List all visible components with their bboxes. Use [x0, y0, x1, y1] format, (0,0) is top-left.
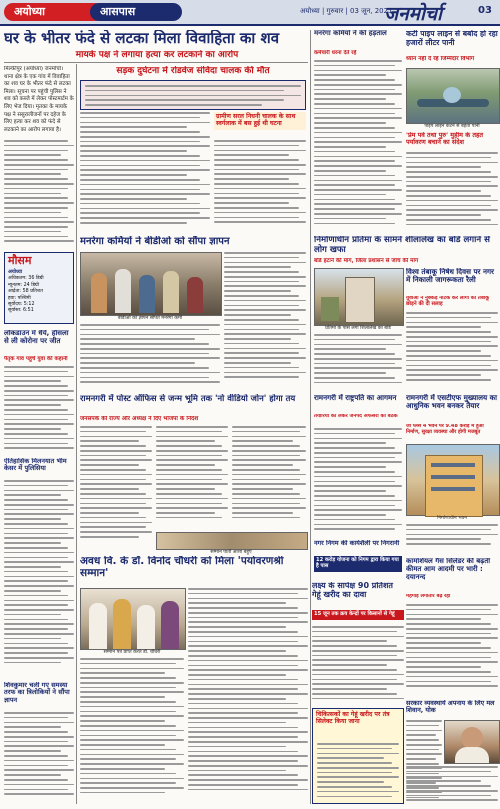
pipeline-sub: ध्यान नहीं दे रहे जिम्मेदार विभाग	[406, 56, 475, 62]
post-office-body	[80, 426, 152, 550]
left-brief-sub: पैतृक गांव पहुंचे युवा की कहानी	[4, 356, 68, 362]
awadh-body	[80, 658, 184, 804]
left-brief-headline: लॉकडाउन में धैर्य, हौसला से ली कोरोना पर जीत	[4, 330, 69, 345]
wheat-tag: 15 जून तक क्रय केन्द्रों पर किसानों से गेहूं	[312, 610, 404, 620]
post-office-headline: रामनगरी में पोस्ट ऑफिस से जन्म भूमि तक 'नो वीडियो जोन' होगा तय	[80, 394, 296, 403]
wheat-body	[312, 626, 404, 706]
page-number: 03	[478, 5, 492, 16]
weather-line: अधिकतम: 36 डिग्री	[8, 276, 44, 282]
accident-body-right	[214, 140, 306, 232]
commercial-body	[406, 604, 498, 696]
divider	[4, 62, 308, 63]
plantation-headline: 'प्रेम पर्व तथा पुरु' मुहीम के तहत पर्यावरण बचाने का संदेश	[406, 132, 484, 147]
lead-headline: घर के भीतर फंदे से लटका मिला विवाहिता का शव	[4, 30, 280, 47]
pipeline-caption: पाइप लाइन कटने से बहता पानी	[424, 124, 480, 129]
construction-body	[314, 334, 402, 390]
rashtriya-headline: रामनगरी में राष्ट्रपति का आगमन	[314, 394, 397, 402]
hospital-body	[406, 524, 498, 554]
vishwa-sub: युवाओं ने नुक्कड़ नाटक कर लोगों को तंबाकू छोड़ने की दी सलाह	[406, 296, 490, 307]
nagar-nigam-headline: नगर निगम की कार्यशैली पर निगरानी	[314, 540, 400, 547]
vishwa-body	[406, 312, 498, 390]
rashtriya-sub: तैयारियों को लेकर जनपद अफसरों की बैठक	[314, 414, 398, 419]
vishwa-headline: विश्व तंबाकू निषेध दिवस पर नगर में निकाली जागरूकता रैली	[406, 268, 494, 285]
post-office-sub: जनसंपर्क की राज्य और अध्यक्ष ने दिए भाजपा के निर्देश	[80, 416, 199, 422]
pipeline-headline: कटी पाइप लाइन से बर्बाद हो रहा हजारों लीटर पानी	[406, 30, 498, 47]
col3-top-sub: कर्मचारी धरना देते रहे	[314, 50, 357, 56]
right-brief-headline: सरकार व्यवस्थायें अपनाय के लिए मल शिवान, योक	[406, 700, 495, 715]
asha-caption: सम्मान पाती आशा बहुएं	[210, 550, 252, 555]
post-office-body-2	[156, 426, 228, 530]
construction-caption: प्रतिमा के पास लगा शिलालेख का बोर्ड	[325, 326, 391, 331]
weather-line: आर्द्रता: 58 प्रतिशत	[8, 289, 43, 295]
accident-body	[80, 112, 210, 232]
mnrega-caption: बीडीओ को ज्ञापन सौंपते मनरेगा कर्मी	[117, 316, 183, 321]
column-rule	[76, 64, 77, 804]
edition-label: अयोध्या	[4, 3, 104, 21]
doctors-headline: चिकित्सकों का गेहूं खरीद पर तंत्र सिलेक्ट किया जाना	[316, 711, 390, 725]
bottom-left-headline: शिवकुमार चली गए समस्या तरफ का त्रिलोकियों ने सौंपा ज्ञापन	[4, 682, 70, 704]
lead-body-continued	[4, 140, 74, 248]
post-office-photo	[156, 532, 308, 550]
weather-line: न्यूनतम: 24 डिग्री	[8, 282, 39, 288]
lead-subhead: मायके पक्ष ने लगाया हत्या कर लटकाने का आरोप	[75, 50, 239, 60]
awadh-body-2	[188, 588, 308, 804]
award-photo	[80, 588, 186, 650]
dateline: अयोध्या | गुरुवार | 03 जून, 2021	[300, 7, 393, 15]
pipeline-photo	[406, 68, 500, 124]
mnrega-photo	[80, 252, 222, 316]
construction-photo	[314, 268, 404, 326]
hospital-headline: रामनगरी में एसटीएफ मुख्यालय का आधुनिक भवन बनकर तैयार	[406, 394, 498, 411]
col3-top-headline: मनरेगा कर्मियों ने की हड़ताल	[314, 30, 387, 37]
nagar-nigam-highlight: 12 करोड़ योजना को निगम द्वारा किया गया है पास	[314, 556, 402, 572]
left-brief-body	[4, 366, 74, 456]
lead-body: मिल्कीपुर (अयोध्या) जनमोर्चा। थाना क्षेत्र के एक गांव में विवाहिता का शव घर के भीतर फंदे से लटका मिला। सूचना पर पहुंची पुलिस ने शव को कब्जे में लेकर पोस्टमार्टम के लिए भेज दिया। मृतका के मायके पक्ष ने ससुरालीजनों पर दहेज के लिए हत्या कर शव को फंदे से लटकाने का आरोप लगाया है।	[4, 66, 74, 133]
rashtriya-body	[314, 428, 402, 538]
bottom-left-body	[4, 712, 74, 804]
doctors-box	[312, 708, 404, 804]
col3-top-body	[314, 60, 402, 232]
construction-sub: बोर्ड हटाने की मांग, जिला प्रशासन से जांच की मांग	[314, 258, 419, 264]
plantation-body	[406, 152, 498, 232]
mnrega-body	[80, 324, 220, 390]
construction-headline: निर्माणाधीन प्रतिमा के सामने शीलालेख का बोर्ड लगाने से लोग खफा	[314, 236, 490, 255]
awadh-headline: अवध वि. के डॉ. विनोद चौधरी को मिला 'पर्यावरणश्री सम्मान'	[80, 556, 284, 579]
right-brief-body-2	[406, 766, 498, 804]
hospital-caption: निर्माणाधीन भवन	[437, 516, 467, 521]
weather-title: मौसम	[8, 254, 32, 267]
section-label: आसपास	[90, 3, 182, 21]
hospital-photo	[406, 444, 500, 516]
right-brief-photo	[444, 720, 500, 764]
mnrega-body-right	[224, 252, 306, 390]
left-mid-headline: ऐतिहासिक मिलनयात भीम केसर में पुलिसिया	[4, 458, 67, 473]
page-header	[0, 0, 500, 26]
weather-line: हवा: पश्चिमी	[8, 295, 31, 301]
hospital-sub: जी प्लस 4 भवन पर 9.48 करोड़ में हुआ निर्माण, सुरक्षा व्यवस्था और होगी मजबूत	[406, 424, 484, 435]
commercial-headline: कामर्शियल गैस सिलेंडर की बढ़ती कीमत आम आदमी पर भारी : दयानन्द	[406, 558, 491, 581]
award-caption: सम्मान पत्र प्राप्त करते डॉ. चौधरी	[103, 650, 161, 655]
weather-line: सूर्यास्त: 6:51	[8, 308, 34, 314]
accident-intro-box	[80, 80, 306, 110]
masthead-logo: जनमोर्चा	[384, 3, 442, 25]
wheat-headline: लक्ष्य के सापेक्ष 90 प्रतिशत गेहूं खरीद का दावा	[312, 582, 393, 599]
weather-subtitle: अयोध्या	[8, 269, 23, 276]
column-rule	[310, 30, 311, 804]
accident-headline: सड़क दुर्घटना में रोडवेज संविदा चालक की मौत	[116, 66, 270, 76]
commercial-sub: महंगाई लगातार बढ़ रही	[406, 594, 451, 599]
accident-side-head: ग्रामीण सरल निधनी चालक के साथ स्वर्गलाक में बस हुई थी घटना	[214, 112, 306, 130]
post-office-body-3	[232, 426, 306, 530]
weather-box	[4, 252, 74, 324]
weather-line: सूर्योदय: 5:12	[8, 301, 35, 307]
mnrega-headline: मनरेगा कर्मियों ने बीडीओ को सौंपा ज्ञापन	[80, 236, 230, 247]
left-mid-body	[4, 480, 74, 680]
